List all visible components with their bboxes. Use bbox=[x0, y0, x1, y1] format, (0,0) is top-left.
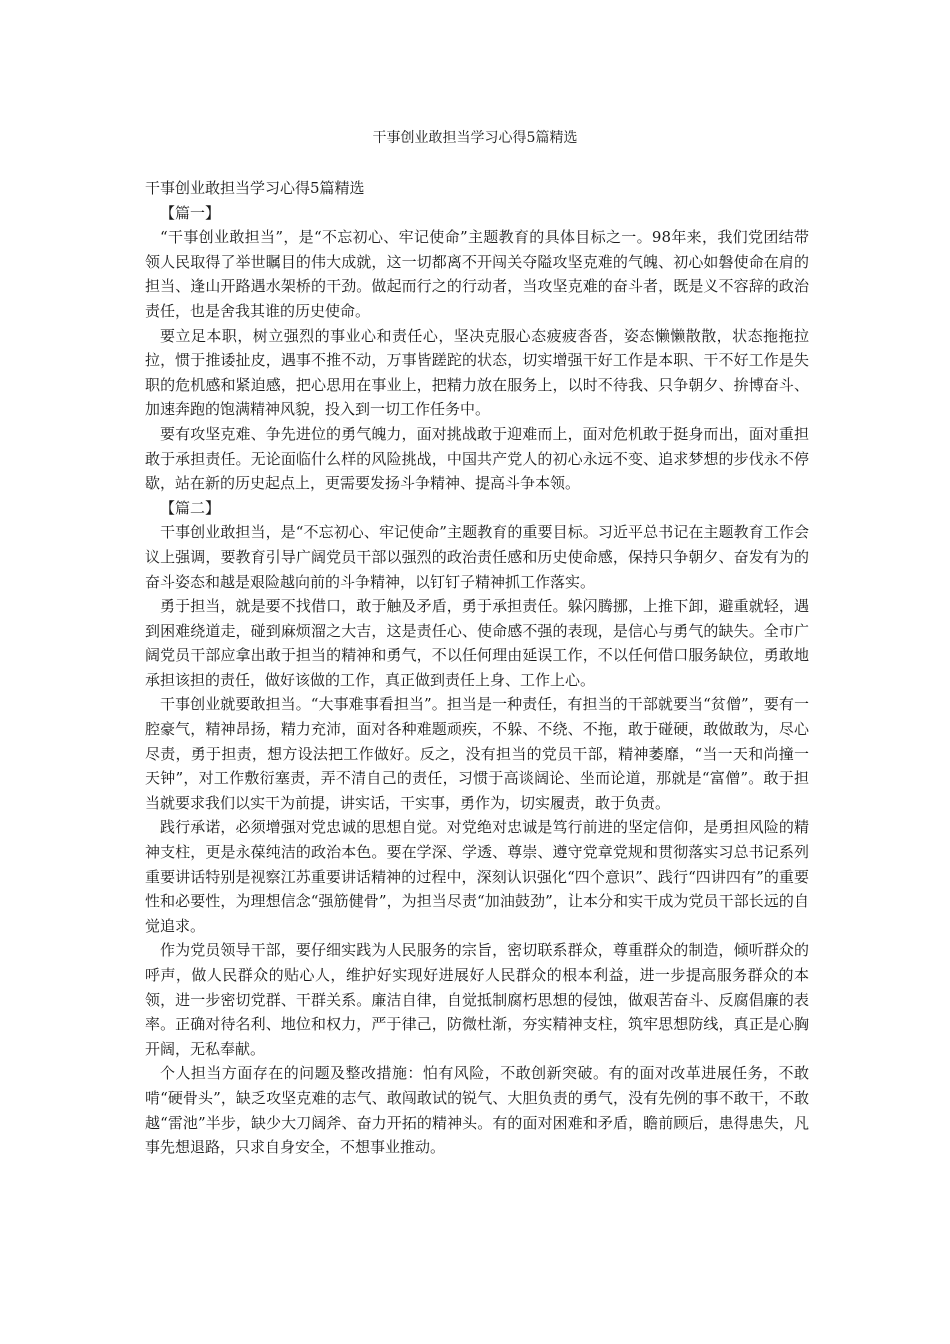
document-subtitle: 干事创业敢担当学习心得5篇精选 bbox=[145, 179, 365, 197]
paragraph: 要立足本职，树立强烈的事业心和责任心，坚决克服心态疲疲沓沓，姿态懒懒散散，状态拖拖拉拉，惯于推诿扯皮，遇事不推不动，万事皆蹉跎的状态，切实增强干好工作是本职、干不好工作是失职的危机感和紧迫感，把心思用在事业上，把精力放在服务上，以时不待我、只争朝夕、拚博奋斗、加速奔跑的饱满精神风貌，投入到一切工作任务中。 bbox=[145, 326, 809, 419]
paragraph: “干事创业敢担当”，是“不忘初心、牢记使命”主题教育的具体目标之一。98年来，我们党团结带领人民取得了举世瞩目的伟大成就，这一切都离不开闯关夺隘攻坚克难的气魄、初心如磐使命在肩的担当、逢山开路遇水架桥的干劲。做起而行之的行动者，当攻坚克难的奋斗者，既是义不容辞的政治责任，也是舍我其谁的历史使命。 bbox=[145, 228, 809, 320]
paragraph: 个人担当方面存在的问题及整改措施：怕有风险，不敢创新突破。有的面对改革进展任务，不敢啃“硬骨头”，缺乏攻坚克难的志气、敢闯敢试的锐气、大胆负责的勇气，没有先例的事不敢干，不敢越“雷池”半步，缺少大刀阔斧、奋力开拓的精神头。有的面对困难和矛盾，瞻前顾后，患得患失，凡事先想退路，只求自身安全，不想事业推动。 bbox=[145, 1064, 809, 1157]
section-heading-1: 【篇一】 bbox=[160, 203, 221, 222]
paragraph: 勇于担当，就是要不找借口，敢于触及矛盾，勇于承担责任。躲闪腾挪，上推下卸，避重就轻，遇到困难绕道走，碰到麻烦溜之大吉，这是责任心、使命感不强的表现，是信心与勇气的缺失。全市广阔党员干部应拿出敢于担当的精神和勇气，不以任何理由延误工作，不以任何借口服务缺位，勇敢地承担该担的责任，做好该做的工作，真正做到责任上身、工作上心。 bbox=[145, 597, 809, 689]
paragraph: 干事创业就要敢担当。“大事难事看担当”。担当是一种责任，有担当的干部就要当“贫僧”，要有一腔豪气，精神昂扬，精力充沛，面对各种难题顽疾，不躲、不绕、不拖，敢于碰硬，敢做敢为，尽心尽责，勇于担责，想方设法把工作做好。反之，没有担当的党员干部，精神萎靡，“当一天和尚撞一天钟”，对工作敷衍塞责，弄不清自己的责任，习惯于高谈阔论、坐而论道，那就是“富僧”。敢于担当就要求我们以实干为前提，讲实话，干实事，勇作为，切实履责，敢于负责。 bbox=[145, 695, 809, 812]
paragraph: 作为党员领导干部，要仔细实践为人民服务的宗旨，密切联系群众，尊重群众的制造，倾听群众的呼声，做人民群众的贴心人，维护好实现好进展好人民群众的根本利益，进一步提高服务群众的本领，进一步密切党群、干群关系。廉洁自律，自觉抵制腐朽思想的侵蚀，做艰苦奋斗、反腐倡廉的表率。正确对待名利、地位和权力，严于律己，防微杜渐，夯实精神支柱，筑牢思想防线，真正是心胸开阔，无私奉献。 bbox=[145, 941, 809, 1058]
section-heading-2: 【篇二】 bbox=[160, 498, 221, 517]
paragraph: 要有攻坚克难、争先进位的勇气魄力，面对挑战敢于迎难而上，面对危机敢于挺身而出，面对重担敢于承担责任。无论面临什么样的风险挑战，中国共产党人的初心永远不变、追求梦想的步伐永不停歇，站在新的历史起点上，更需要发扬斗争精神、提高斗争本领。 bbox=[145, 424, 809, 493]
paragraph: 践行承诺，必须增强对党忠诚的思想自觉。对党绝对忠诚是笃行前进的坚定信仰，是勇担风险的精神支柱，更是永葆纯洁的政治本色。要在学深、学透、尊崇、遵守党章党规和贯彻落实习总书记系列重要讲话特别是视察江苏重要讲话精神的过程中，深刻认识强化“四个意识”、践行“四讲四有”的重要性和必要性，为理想信念“强筋健骨”，为担当尽责“加油鼓劲”，让本分和实干成为党员干部长远的自觉追求。 bbox=[145, 818, 809, 935]
document-body bbox=[145, 176, 809, 1160]
paragraph: 干事创业敢担当，是“不忘初心、牢记使命”主题教育的重要目标。习近平总书记在主题教育工作会议上强调，要教育引导广阔党员干部以强烈的政治责任感和历史使命感，保持只争朝夕、奋发有为的奋斗姿态和越是艰险越向前的斗争精神，以钉钉子精神抓工作落实。 bbox=[145, 523, 809, 591]
document-title: 干事创业敢担当学习心得5篇精选 bbox=[372, 130, 578, 146]
